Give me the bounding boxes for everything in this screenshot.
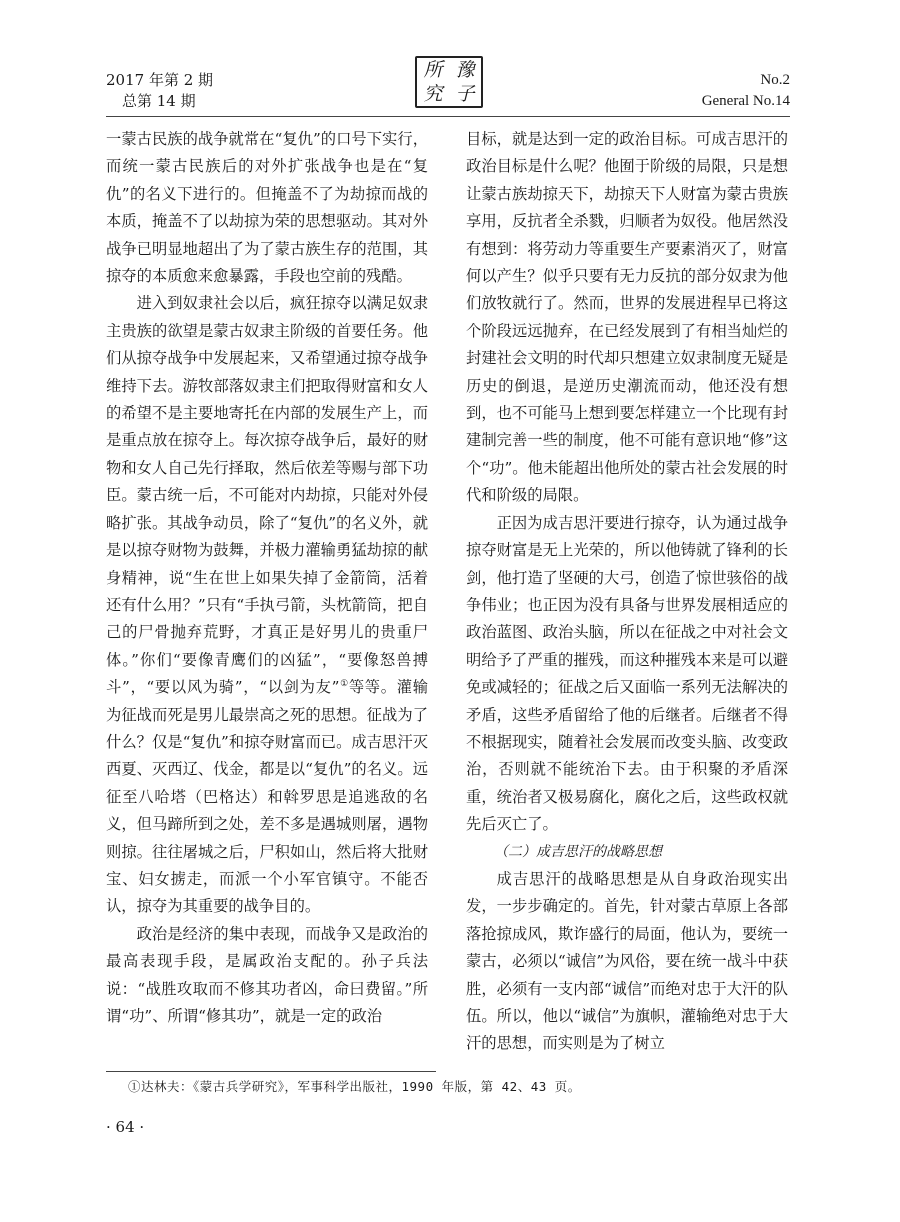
logo-char: 子 bbox=[455, 82, 475, 105]
logo-char: 究 bbox=[423, 82, 443, 105]
page-number: · 64 · bbox=[106, 1118, 145, 1136]
header-divider bbox=[106, 116, 790, 117]
paragraph: 正因为成吉思汗要进行掠夺，认为通过战争掠夺财富是无上光荣的，所以他铸就了锋利的长剑，他打造了坚硬的大弓，创造了惊世骇俗的战争伟业；也正因为没有具备与世界发展相适应的政治蓝图、政治头脑，所以在征战之中对社会文明给予了严重的摧残，而这种摧残本来是可以避免或减轻的；征战之后又面临一系列无法解决的矛盾，这些矛盾留给了他的后继者。后继者不得不根据现实，随着社会发展而改变头脑、改变政治，否则就不能统治下去。由于积聚的矛盾深重，统治者又极易腐化，腐化之后，这些政权就先后灭亡了。 bbox=[466, 513, 788, 834]
journal-logo bbox=[415, 56, 483, 108]
right-column bbox=[466, 126, 788, 1058]
journal-issue bbox=[106, 70, 213, 112]
paragraph: 成吉思汗的战略思想是从自身政治现实出发，一步步确定的。首先，针对蒙古草原上各部落抢掠成风，欺诈盛行的局面，他认为，要统一蒙古，必须以“诚信”为风俗，要在统一战斗中获胜，必须有一支内部“诚信”而绝对忠于大汗的队伍。所以，他以“诚信”为旗帜，灌输绝对忠于大汗的思想，而实则是为了树立 bbox=[466, 869, 788, 1053]
footnote: ①达林夫：《蒙古兵学研究》，军事科学出版社，1990 年版，第 42、43 页。 bbox=[128, 1079, 581, 1094]
paragraph: 目标，就是达到一定的政治目标。可成吉思汗的政治目标是什么呢？他囿于阶级的局限，只是想让蒙古族劫掠天下，劫掠天下人财富为蒙古贵族享用，反抗者全杀戮，归顺者为奴役。他居然没有想到：将劳动力等重要生产要素消灭了，财富何以产生？似乎只要有无力反抗的部分奴隶为他们放牧就行了。然而，世界的发展进程早已将这个阶段远远抛弃，在已经发展到了有相当灿烂的封建社会文明的时代却只想建立奴隶制度无疑是历史的倒退，是逆历史潮流而动，他还没有想到，也不可能马上想到要怎样建立一个比现有封建制完善一些的制度，他不可能有意识地“修”这个“功”。他未能超出他所处的蒙古社会发展的时代和阶级的局限。 bbox=[466, 130, 788, 505]
paragraph-text: 进入到奴隶社会以后，疯狂掠夺以满足奴隶主贵族的欲望是蒙古奴隶主阶级的首要任务。他们从掠夺战争中发展起来，又希望通过掠夺战争维持下去。游牧部落奴隶主们把取得财富和女人的希望不是主要地寄托在内部的发展生产上，而是重点放在掠夺上。每次掠夺战争后，最好的财物和女人自己先行择取，然后依差等赐与部下功臣。蒙古统一后，不可能对内劫掠，只能对外侵略扩张。其战争动员，除了“复仇”的名义外，就是以掠夺财物为鼓舞，并极力灌输勇猛劫掠的献身精神，说“生在世上如果失掉了金箭筒，活着还有什么用？”只有“手执弓箭，头枕箭筒，把自己的尸骨抛弃荒野，才真正是好男儿的贵重尸体。”你们“要像青鹰们的凶猛”，“要像怒兽搏斗”，“要以风为骑”，“以剑为友” bbox=[106, 294, 428, 697]
logo-char: 所 bbox=[423, 58, 443, 81]
paragraph: 政治是经济的集中表现，而战争又是政治的最高表现手段，是属政治支配的。孙子兵法说：“战胜攻取而不修其功者凶，命曰费留。”所谓“功”、所谓“修其功”，就是一定的政治 bbox=[106, 924, 428, 1025]
issue-year-number: 2017 年第 2 期 bbox=[106, 71, 214, 89]
journal-issue-english bbox=[702, 70, 790, 112]
section-heading: （二）成吉思汗的战略思想 bbox=[494, 843, 662, 860]
paragraph: 一蒙古民族的战争就常在“复仇”的口号下实行，而统一蒙古民族后的对外扩张战争也是在“复仇”的名义下进行的。但掩盖不了为劫掠而战的本质，掩盖不了以劫掠为荣的思想驱动。其对外战争已明显地超出了为了蒙古族生存的范围，其掠夺的本质愈来愈暴露，手段也空前的残酷。 bbox=[106, 130, 428, 286]
left-column bbox=[106, 126, 428, 1030]
general-no: General No.14 bbox=[701, 93, 790, 109]
issue-total-number: 总第 14 期 bbox=[122, 92, 196, 110]
footnote-divider bbox=[106, 1071, 436, 1072]
footnote-marker: ① bbox=[339, 679, 349, 690]
paragraph-text: 等等。灌输为征战而死是男儿最崇高之死的思想。征战为了什么？仅是“复仇”和掠夺财富而已。成吉思汗灭西夏、灭西辽、伐金，都是以“复仇”的名义。远征至八哈塔（巴格达）和斡罗思是追逃敌的名义，但马蹄所到之处，差不多是遇城则屠，遇物则掠。往往屠城之后，尸积如山，然后将大批财宝、妇女掳走，而派一个小军官镇守。不能否认，掠夺为其重要的战争目的。 bbox=[106, 678, 428, 916]
paragraph bbox=[106, 290, 428, 920]
logo-char: 豫 bbox=[455, 58, 475, 81]
issue-no: No.2 bbox=[760, 72, 790, 88]
